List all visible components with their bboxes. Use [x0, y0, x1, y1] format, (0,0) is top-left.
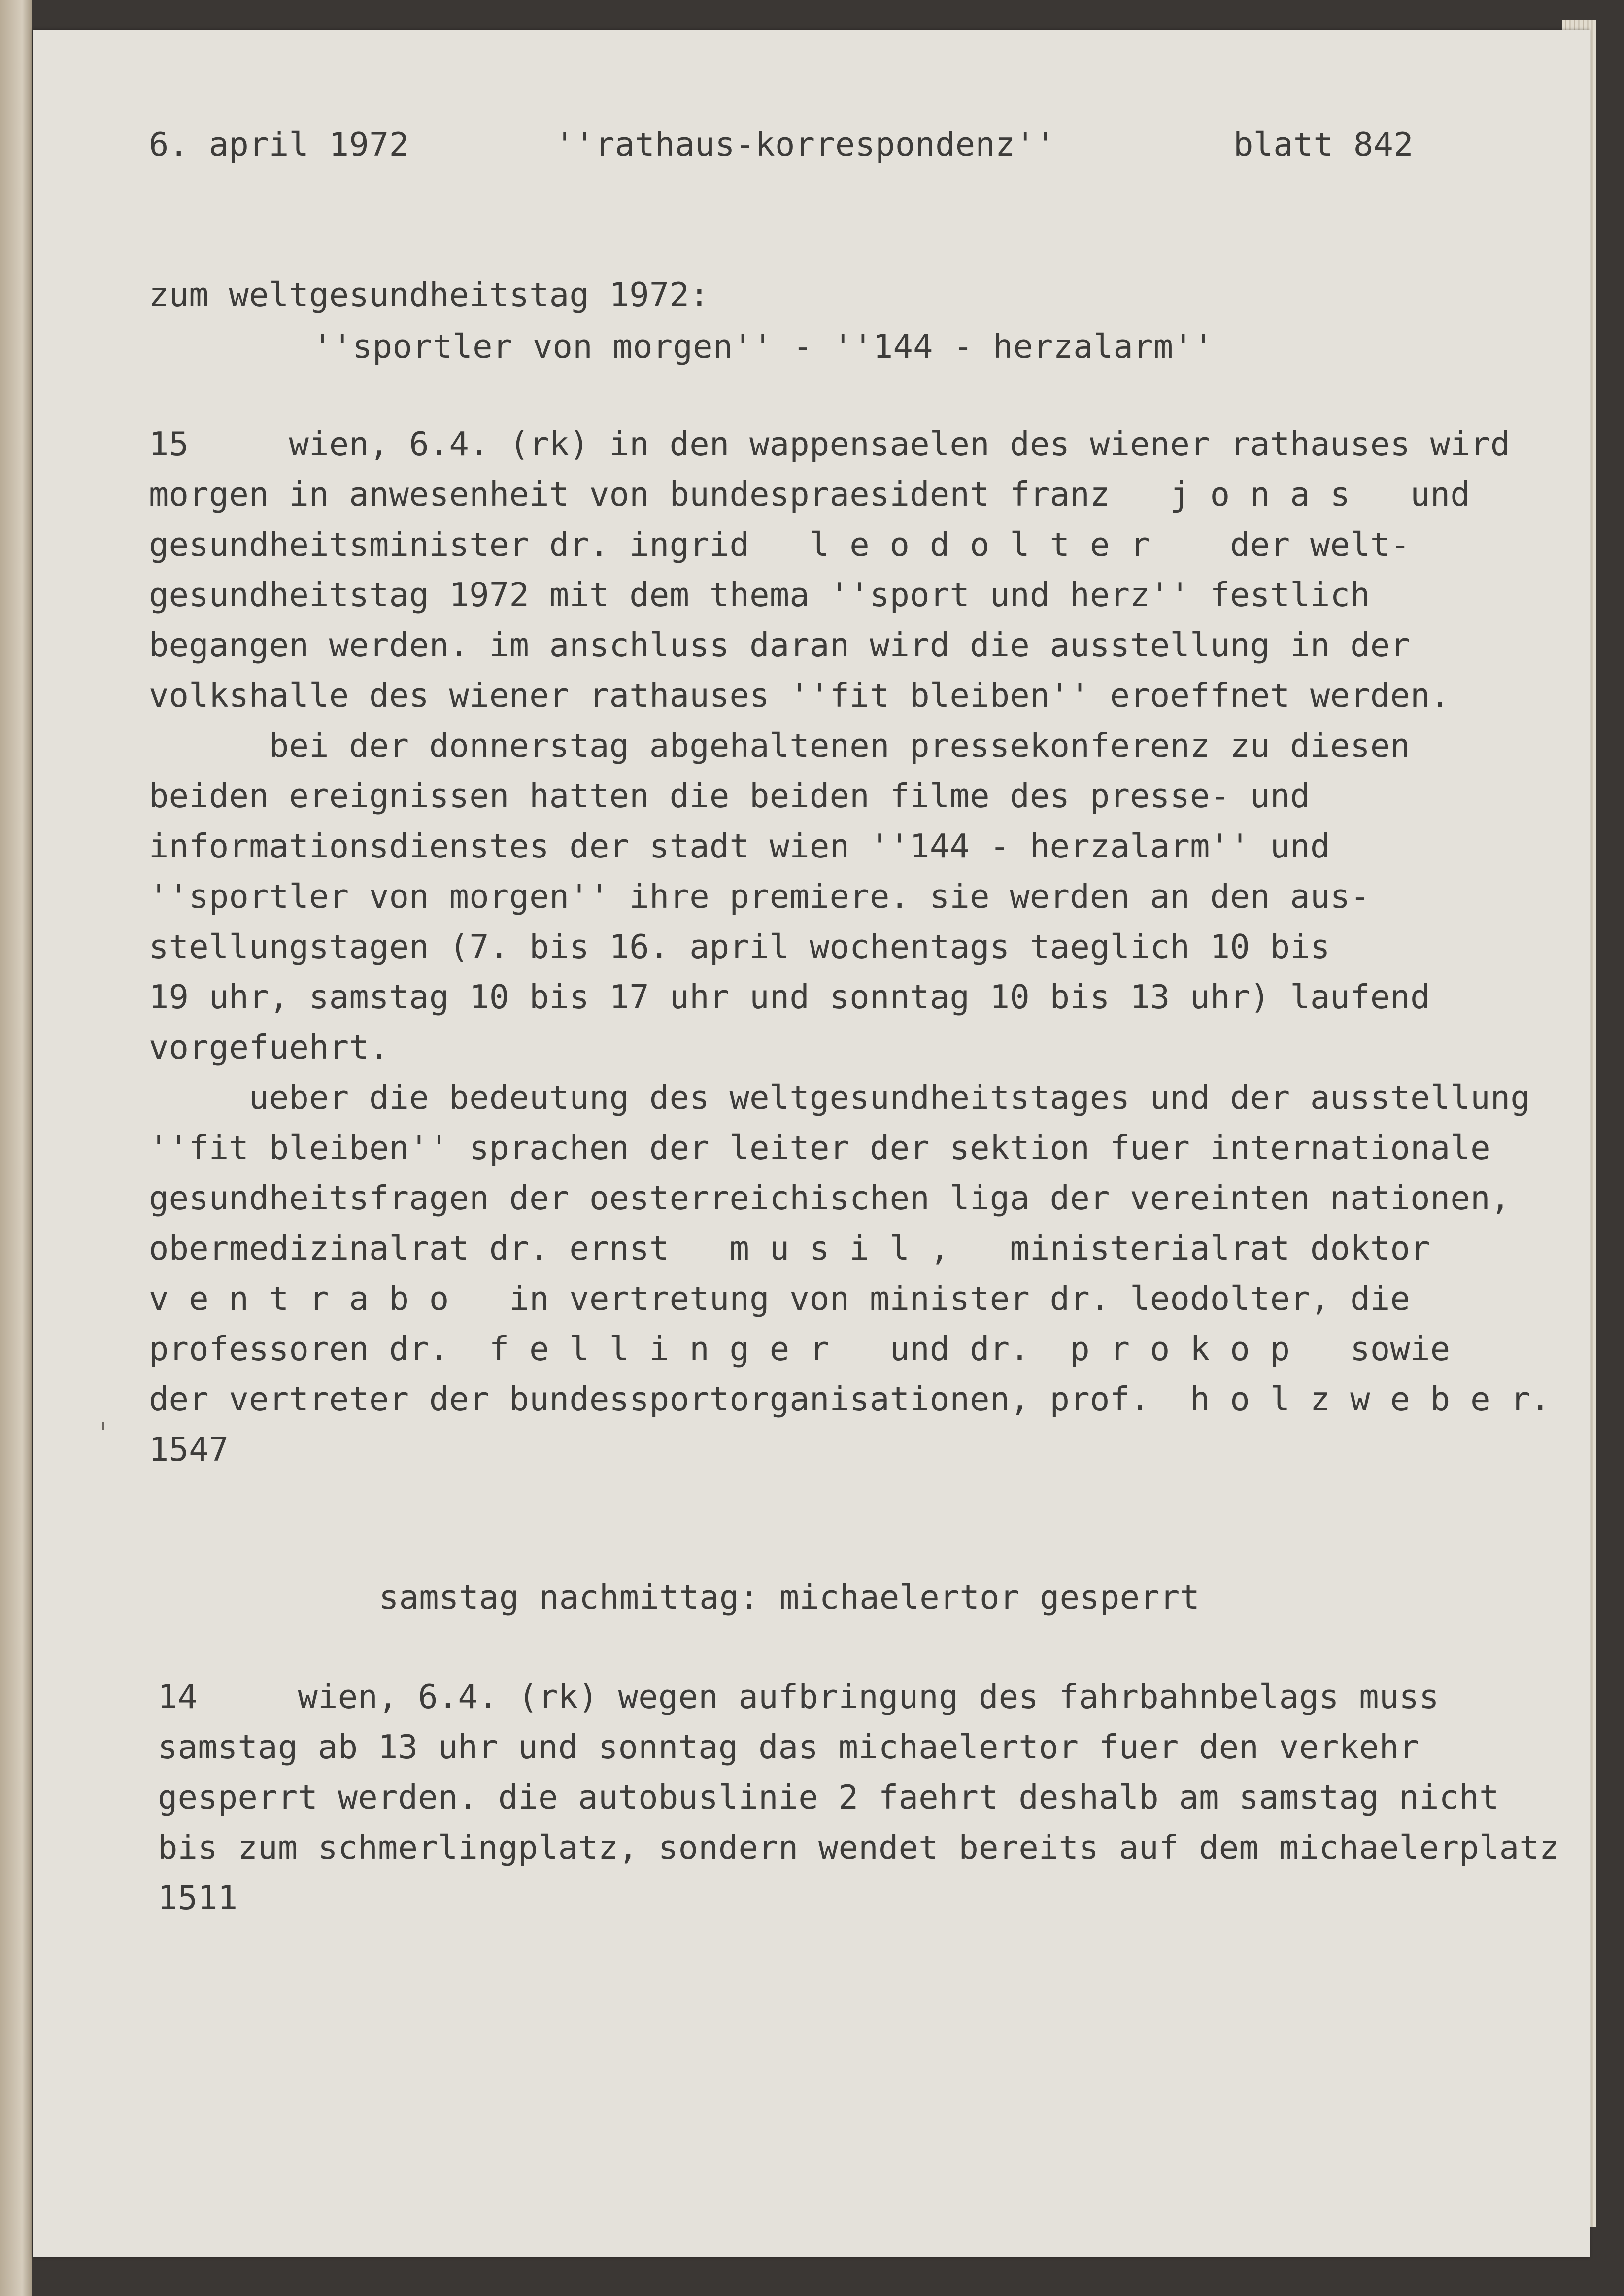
article2-line: bis zum schmerlingplatz, sondern wendet bereits auf dem michaelerplatz [158, 1828, 1559, 1867]
article1-line: gesundheitstag 1972 mit dem thema ''sport und herz'' festlich [149, 576, 1370, 614]
article1-line: morgen in anwesenheit von bundespraesident franz j o n a s und [149, 475, 1471, 514]
article1-line: ''sportler von morgen'' ihre premiere. sie werden an den aus- [149, 877, 1370, 916]
article1-line: der vertreter der bundessportorganisationen, prof. h o l z w e b e r. [149, 1380, 1551, 1418]
header-date: 6. april 1972 [149, 125, 409, 164]
article1-line: beiden ereignissen hatten die beiden filme des presse- und [149, 777, 1310, 815]
article1-line: ''fit bleiben'' sprachen der leiter der sektion fuer internationale [149, 1129, 1490, 1167]
article2-title: samstag nachmittag: michaelertor gesperrt [379, 1578, 1200, 1616]
article1-line: volkshalle des wiener rathauses ''fit bleiben'' eroeffnet werden. [149, 676, 1451, 715]
margin-tick-mark [102, 1422, 104, 1430]
article1-line: stellungstagen (7. bis 16. april wochentags taeglich 10 bis [149, 927, 1330, 966]
article1-line: obermedizinalrat dr. ernst m u s i l , ministerialrat doktor [149, 1229, 1430, 1268]
article1-line: professoren dr. f e l l i n g e r und dr. p r o k o p sowie [149, 1330, 1451, 1368]
article1-line: vorgefuehrt. [149, 1028, 389, 1066]
header-publication: ''rathaus-korrespondenz'' [555, 125, 1055, 164]
article1-line: 15 wien, 6.4. (rk) in den wappensaelen des wiener rathauses wird [149, 425, 1511, 463]
article1-title-line1: zum weltgesundheitstag 1972: [149, 275, 710, 314]
article1-number: 1547 [149, 1430, 229, 1469]
article2-line: samstag ab 13 uhr und sonntag das michaelertor fuer den verkehr [158, 1728, 1420, 1766]
article2-line: gesperrt werden. die autobuslinie 2 faehrt deshalb am samstag nicht [158, 1778, 1499, 1816]
article1-line: ueber die bedeutung des weltgesundheitstages und der ausstellung [149, 1078, 1530, 1117]
article1-line: bei der donnerstag abgehaltenen pressekonferenz zu diesen [149, 726, 1411, 765]
article1-title-line2: ''sportler von morgen'' - ''144 - herzalarm'' [312, 327, 1214, 366]
header-sheet: blatt 842 [1233, 125, 1414, 164]
article2-number: 1511 [158, 1879, 238, 1917]
typewritten-page [33, 30, 1590, 2257]
article1-line: gesundheitsfragen der oesterreichischen liga der vereinten nationen, [149, 1179, 1511, 1217]
adjacent-page-edge [0, 0, 32, 2296]
article1-line: gesundheitsminister dr. ingrid l e o d o l t e r der welt- [149, 525, 1411, 564]
article1-line: 19 uhr, samstag 10 bis 17 uhr und sonntag 10 bis 13 uhr) laufend [149, 978, 1430, 1016]
article1-line: begangen werden. im anschluss daran wird die ausstellung in der [149, 626, 1411, 664]
article1-line: v e n t r a b o in vertretung von minister dr. leodolter, die [149, 1279, 1411, 1318]
article2-line: 14 wien, 6.4. (rk) wegen aufbringung des fahrbahnbelags muss [158, 1678, 1439, 1716]
article1-line: informationsdienstes der stadt wien ''144 - herzalarm'' und [149, 827, 1330, 865]
